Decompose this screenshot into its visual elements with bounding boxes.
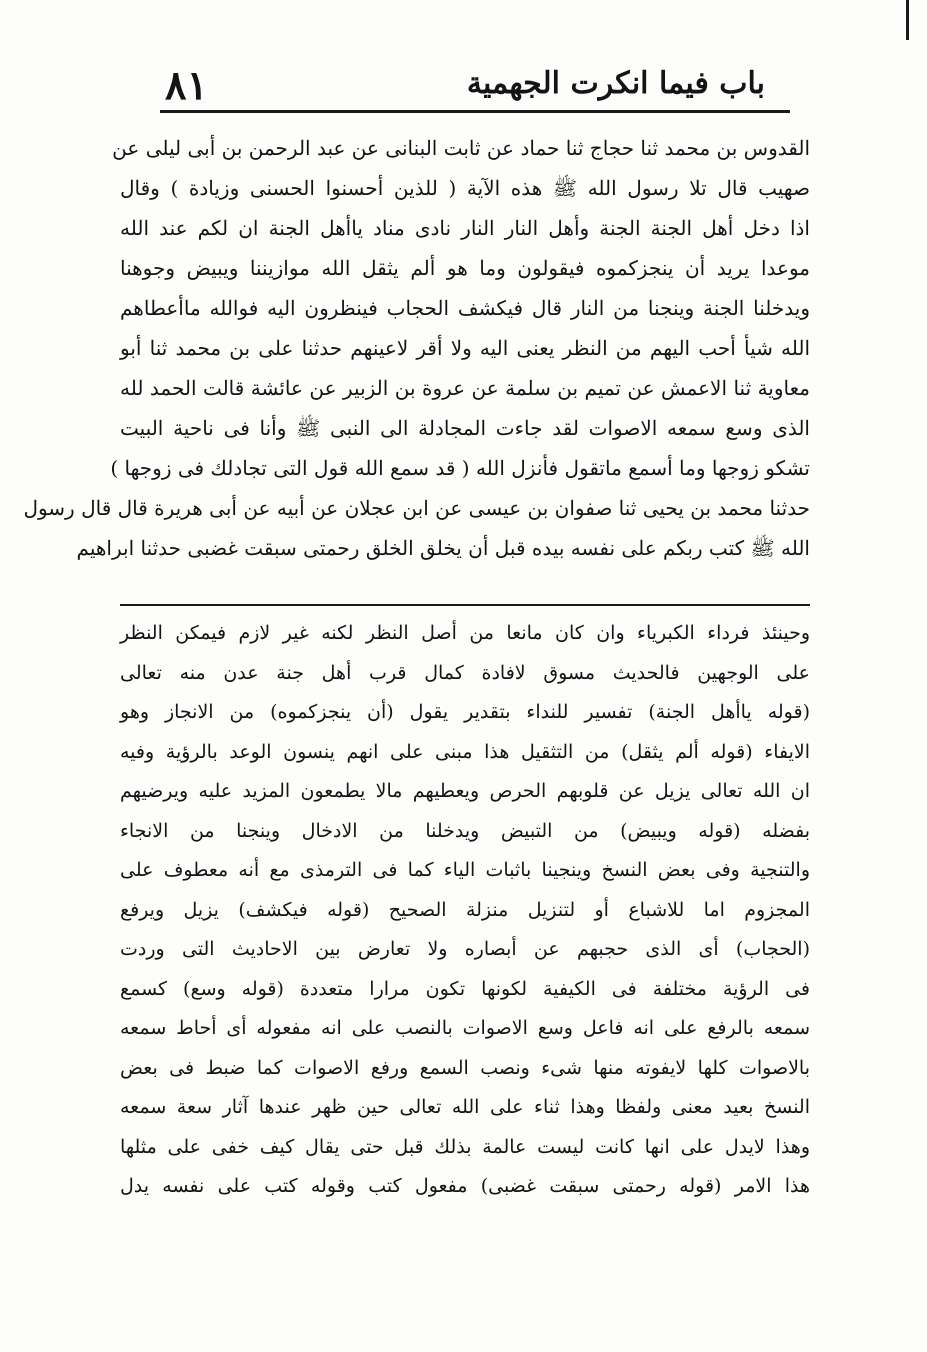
commentary-line: ان الله تعالى يزيل عن قلوبهم الحرص ويعطيهم مالا يطمعون المزيد عليه ويرضيهم xyxy=(120,780,810,802)
commentary-text-block xyxy=(120,614,810,1207)
text-line: صهيب قال تلا رسول الله ﷺ هذه الآية ( للذين أحسنوا الحسنى وزيادة ) وقال xyxy=(120,176,810,200)
text-line: تشكو زوجها وما أسمع ماتقول فأنزل الله ( قد سمع الله قول التى تجادلك فى زوجها ) xyxy=(110,456,810,480)
commentary-line: (الحجاب) أى الذى حجبهم عن أبصاره ولا تعارض بين الاحاديث التى وردت xyxy=(120,938,810,960)
commentary-line: بالاصوات كلها لايفوته منها شىء ونصب السمع ورفع الاصوات كما ضبط فى بعض xyxy=(120,1056,810,1079)
hadith-text-block xyxy=(23,128,810,568)
commentary-line: وحينئذ فرداء الكبرياء وان كان مانعا من أصل النظر لكنه غير لازم فيمكن النظر xyxy=(120,622,810,644)
section-divider xyxy=(120,604,810,606)
text-line: القدوس بن محمد ثنا حجاج ثنا حماد عن ثابت البنانى عن عبد الرحمن بن أبى ليلى عن xyxy=(112,136,810,160)
text-line: معاوية ثنا الاعمش عن تميم بن سلمة عن عروة بن الزبير عن عائشة قالت الحمد لله xyxy=(120,376,810,400)
scan-edge-mark xyxy=(906,0,917,40)
commentary-line: على الوجهين فالحديث مسوق لافادة كمال قرب أهل جنة عدن منه تعالى xyxy=(120,661,810,684)
commentary-line: فى الرؤية مختلفة فى الكيفية لكونها تكون مرارا متعددة (قوله وسع) كسمع xyxy=(120,977,810,1000)
commentary-line: الايفاء (قوله ألم يثقل) من التثقيل هذا مبنى على انهم ينسون الوعد بالرؤية وفيه xyxy=(120,740,810,763)
text-line: الله ﷺ كتب ربكم على نفسه بيده قبل أن يخلق الخلق رحمتى سبقت غضبى حدثنا ابراهيم xyxy=(76,536,810,560)
commentary-line: هذا الامر (قوله رحمتى سبقت غضبى) مفعول كتب وقوله كتب على نفسه يدل xyxy=(120,1175,810,1197)
page-number: ٨١ xyxy=(165,62,208,109)
text-line: الذى وسع سمعه الاصوات لقد جاءت المجادلة الى النبى ﷺ وأنا فى ناحية البيت xyxy=(120,416,810,440)
commentary-line: النسخ بعيد معنى ولفظا وهذا ثناء على الله تعالى حين ظهر عندها آثار سعة سمعه xyxy=(120,1096,810,1118)
text-line: اذا دخل أهل الجنة الجنة وأهل النار النار نادى مناد ياأهل الجنة ان لكم عند الله xyxy=(120,216,810,240)
commentary-line: وهذا لايدل على انها كانت ليست عالمة بذلك قبل حتى يقال كيف خفى على مثلها xyxy=(120,1135,810,1158)
commentary-line: (قوله ياأهل الجنة) تفسير للنداء بتقدير يقول (أن ينجزكموه) من الانجاز وهو xyxy=(120,701,810,723)
header-rule xyxy=(160,110,790,113)
commentary-line: سمعه بالرفع على انه فاعل وسع الاصوات بالنصب على انه مفعوله أى أحاط سمعه xyxy=(120,1017,810,1039)
text-line: موعدا يريد أن ينجزكموه فيقولون وما هو ألم يثقل الله موازيننا ويبيض وجوهنا xyxy=(120,256,810,280)
commentary-line: المجزوم اما للاشباع أو لتنزيل منزلة الصحيح (قوله فيكشف) يزيل ويرفع xyxy=(120,898,810,921)
chapter-title: باب فيما انكرت الجهمية xyxy=(466,66,765,101)
commentary-line: والتنجية وفى بعض النسخ وينجينا باثبات الياء كما فى الترمذى مع أنه معطوف على xyxy=(120,859,810,881)
text-line: حدثنا محمد بن يحيى ثنا صفوان بن عيسى عن ابن عجلان عن أبيه عن أبى هريرة قال قال رسول xyxy=(23,496,810,520)
commentary-line: بفضله (قوله ويبيض) من التبيض ويدخلنا من الادخال وينجنا من الانجاء xyxy=(120,819,810,842)
text-line: ويدخلنا الجنة وينجنا من النار قال فيكشف الحجاب فينظرون اليه فوالله ماأعطاهم xyxy=(120,296,810,320)
page-header xyxy=(165,62,765,109)
text-line: الله شيأ أحب اليهم من النظر يعنى اليه ولا أقر لاعينهم حدثنا على بن محمد ثنا أبو xyxy=(120,336,810,360)
